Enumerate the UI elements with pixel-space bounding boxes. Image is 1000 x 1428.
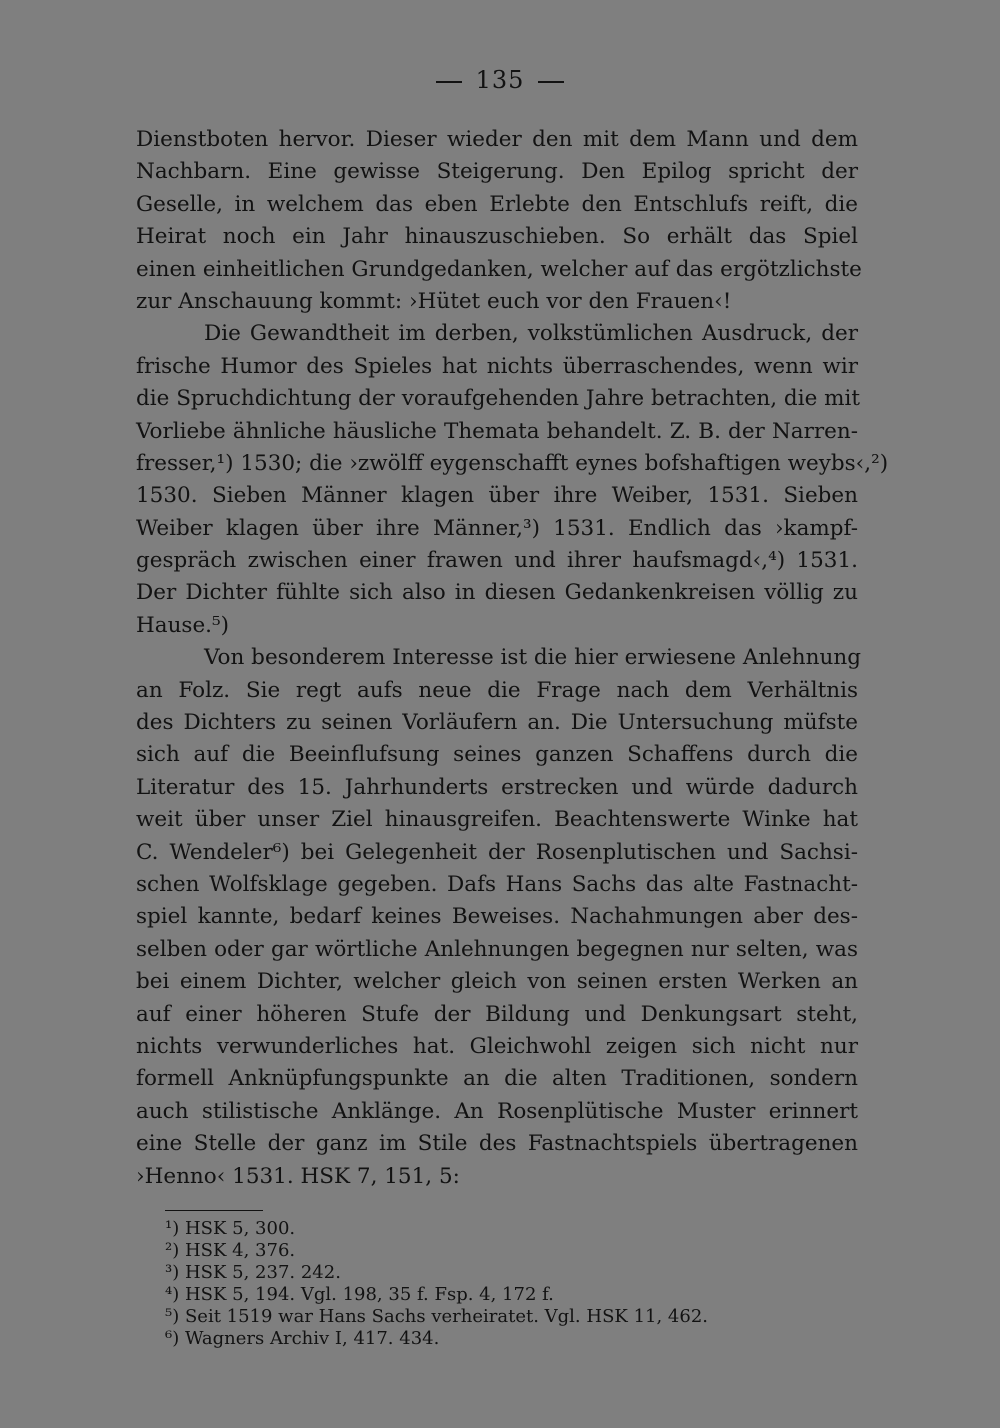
text-line: Hause.⁵) <box>136 612 230 638</box>
text-line: Geselle, in welchem das eben Erlebte den Entschlufs reift, die <box>136 191 858 217</box>
text-line: C. Wendeler⁶) bei Gelegenheit der Rosenplutischen und Sachsi- <box>136 839 858 865</box>
text-line: formell Anknüpfungspunkte an die alten Traditionen, sondern <box>136 1066 858 1092</box>
footnote: ⁶) Wagners Archiv I, 417. 434. <box>165 1328 440 1349</box>
footnote: ⁵) Seit 1519 war Hans Sachs verheiratet. Vgl. HSK 11, 462. <box>165 1306 708 1327</box>
text-line: Der Dichter fühlte sich also in diesen Gedankenkreisen völlig zu <box>136 580 858 606</box>
text-line: frische Humor des Spieles hat nichts überraschendes, wenn wir <box>136 353 858 379</box>
text-line: spiel kannte, bedarf keines Beweises. Nachahmungen aber des- <box>136 904 858 930</box>
text-line: auf einer höheren Stufe der Bildung und Denkungsart steht, <box>136 1001 858 1027</box>
text-line: Von besonderem Interesse ist die hier erwiesene Anlehnung <box>204 645 861 671</box>
text-line: gespräch zwischen einer frawen und ihrer haufsmagd‹,⁴) 1531. <box>136 548 858 574</box>
page-number-value: 135 <box>475 66 525 94</box>
text-line: Nachbarn. Eine gewisse Steigerung. Den Epilog spricht der <box>136 159 858 185</box>
text-line: 1530. Sieben Männer klagen über ihre Weiber, 1531. Sieben <box>136 483 858 509</box>
text-line: nichts verwunderliches hat. Gleichwohl zeigen sich nicht nur <box>136 1033 858 1059</box>
footnote: ¹) HSK 5, 300. <box>165 1218 296 1239</box>
text-line: Literatur des 15. Jahrhunderts erstrecken und würde dadurch <box>136 774 858 800</box>
footnote: ²) HSK 4, 376. <box>165 1240 296 1261</box>
text-line: Vorliebe ähnliche häusliche Themata behandelt. Z. B. der Narren- <box>136 418 858 444</box>
text-line: weit über unser Ziel hinausgreifen. Beachtenswerte Winke hat <box>136 807 858 833</box>
page-number-dash-right <box>538 81 564 83</box>
text-line: Dienstboten hervor. Dieser wieder den mit dem Mann und dem <box>136 127 858 152</box>
text-line: Heirat noch ein Jahr hinauszuschieben. So erhält das Spiel <box>136 224 858 250</box>
text-line: Weiber klagen über ihre Männer,³) 1531. Endlich das ›kampf- <box>136 515 858 541</box>
footnote: ⁴) HSK 5, 194. Vgl. 198, 35 f. Fsp. 4, 172 f. <box>165 1284 554 1305</box>
footnotes <box>165 1218 708 1350</box>
text-line: selben oder gar wörtliche Anlehnungen begegnen nur selten, was <box>136 936 858 962</box>
text-line: einen einheitlichen Grundgedanken, welcher auf das ergötzlichste <box>136 256 862 282</box>
text-line: Die Gewandtheit im derben, volkstümlichen Ausdruck, der <box>204 321 858 347</box>
text-line: ›Henno‹ 1531. HSK 7, 151, 5: <box>136 1163 460 1189</box>
text-line: sich auf die Beeinflufsung seines ganzen Schaffens durch die <box>136 742 858 768</box>
body-text <box>136 124 889 1193</box>
text-line: auch stilistische Anklänge. An Rosenplütische Muster erinnert <box>136 1098 858 1124</box>
text-line: bei einem Dichter, welcher gleich von seinen ersten Werken an <box>136 969 858 995</box>
footnote: ³) HSK 5, 237. 242. <box>165 1262 341 1283</box>
page-number-dash-left <box>436 81 462 83</box>
text-line: eine Stelle der ganz im Stile des Fastnachtspiels übertragenen <box>136 1131 858 1157</box>
text-line: die Spruchdichtung der voraufgehenden Jahre betrachten, die mit <box>136 386 861 412</box>
text-line: des Dichters zu seinen Vorläufern an. Die Untersuchung müfste <box>136 710 858 736</box>
text-line: zur Anschauung kommt: ›Hütet euch vor den Frauen‹! <box>136 288 732 314</box>
text-line: an Folz. Sie regt aufs neue die Frage nach dem Verhältnis <box>136 677 858 703</box>
text-line: schen Wolfsklage gegeben. Dafs Hans Sachs das alte Fastnacht- <box>136 871 858 897</box>
footnote-rule <box>165 1210 263 1211</box>
page-number <box>0 66 1000 94</box>
text-line: fresser,¹) 1530; die ›zwölff eygenschafft eynes bofshaftigen weybs‹,²) <box>136 450 889 476</box>
